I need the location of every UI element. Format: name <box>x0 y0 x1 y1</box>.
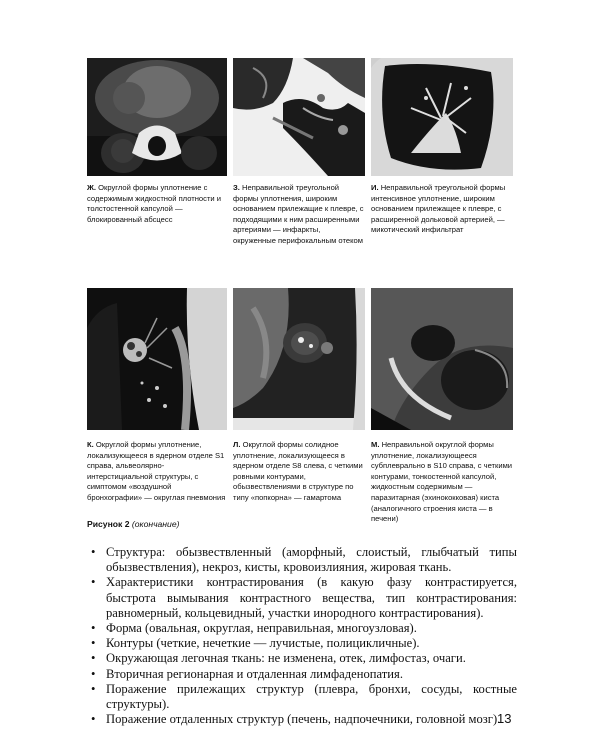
list-item: • Характеристики контрастирования (в какую фазу контрастируется, быстрота вымывания контрастного вещества, тип контрастирования: равномерный, кольцевидный, участки инородного контрастирования). <box>87 575 517 621</box>
figure-label: Рисунок 2 <box>87 519 130 529</box>
page-number: 13 <box>497 711 512 726</box>
caption-i <box>371 183 513 236</box>
ct-image-k <box>87 288 227 430</box>
ct-image-m <box>371 288 513 430</box>
caption-m <box>371 440 513 525</box>
list-item: • Поражение отдаленных структур (печень, надпочечники, головной мозг). <box>87 712 517 727</box>
caption-text: Неправильной округлой формы уплотнение, локализующееся субплеврально в S10 справа, с четкими контурами, тонкостенной капсулой, жидкостным содержимым — паразитарная (эхинококковая) киста (аналогичного строения киста — в печени) <box>371 440 513 524</box>
list-item: • Поражение прилежащих структур (плевра, бронхи, сосуды, костные структуры). <box>87 682 517 712</box>
caption-letter: З. <box>233 183 240 192</box>
caption-letter: К. <box>87 440 94 449</box>
caption-letter: М. <box>371 440 380 449</box>
criteria-list <box>87 545 517 727</box>
caption-text: Неправильной треугольной формы интенсивное уплотнение, широким основанием прилежащее к плевре, с расширенной дольковой артерией, — микотический инфильтрат <box>371 183 506 235</box>
ct-image-i <box>371 58 513 176</box>
ct-image-zh <box>87 58 227 176</box>
caption-k <box>87 440 227 504</box>
figure-title <box>87 519 179 529</box>
caption-l <box>233 440 365 504</box>
caption-text: Округлой формы уплотнение с содержимым жидкостной плотности и толстостенной капсулой — блокированный абсцесс <box>87 183 222 224</box>
caption-z <box>233 183 365 247</box>
ct-image-z <box>233 58 365 176</box>
list-item: • Структура: обызвествленный (аморфный, слоистый, глыбчатый типы обызвествления), некроз, кисты, кровоизлияния, жировая ткань. <box>87 545 517 575</box>
caption-text: Округлой формы уплотнение, локализующееся в ядерном отделе S1 справа, альвеолярно-интерстициальной структуры, с симптомом «воздушной бронхографии» — округлая пневмония <box>87 440 226 502</box>
caption-text: Округлой формы солидное уплотнение, локализующееся в ядерном отделе S8 слева, с четкими ровными контурами, обызвествлениями в структуре по типу «попкорна» — гамартома <box>233 440 363 502</box>
caption-zh <box>87 183 227 225</box>
figure-note: (окончание) <box>131 519 180 529</box>
list-item: • Вторичная регионарная и отдаленная лимфаденопатия. <box>87 667 517 682</box>
caption-letter: Л. <box>233 440 241 449</box>
list-item: • Контуры (четкие, нечеткие — лучистые, полицикличные). <box>87 636 517 651</box>
ct-image-l <box>233 288 365 430</box>
list-item: • Форма (овальная, округлая, неправильная, многоузловая). <box>87 621 517 636</box>
list-item: • Окружающая легочная ткань: не изменена, отек, лимфостаз, очаги. <box>87 651 517 666</box>
caption-letter: И. <box>371 183 379 192</box>
caption-text: Неправильной треугольной формы уплотнения, широким основанием прилежащие к плевре, с подходящими к ним расширенными артериями — инфаркты, окруженные перифокальным отеком <box>233 183 364 245</box>
caption-letter: Ж. <box>87 183 96 192</box>
